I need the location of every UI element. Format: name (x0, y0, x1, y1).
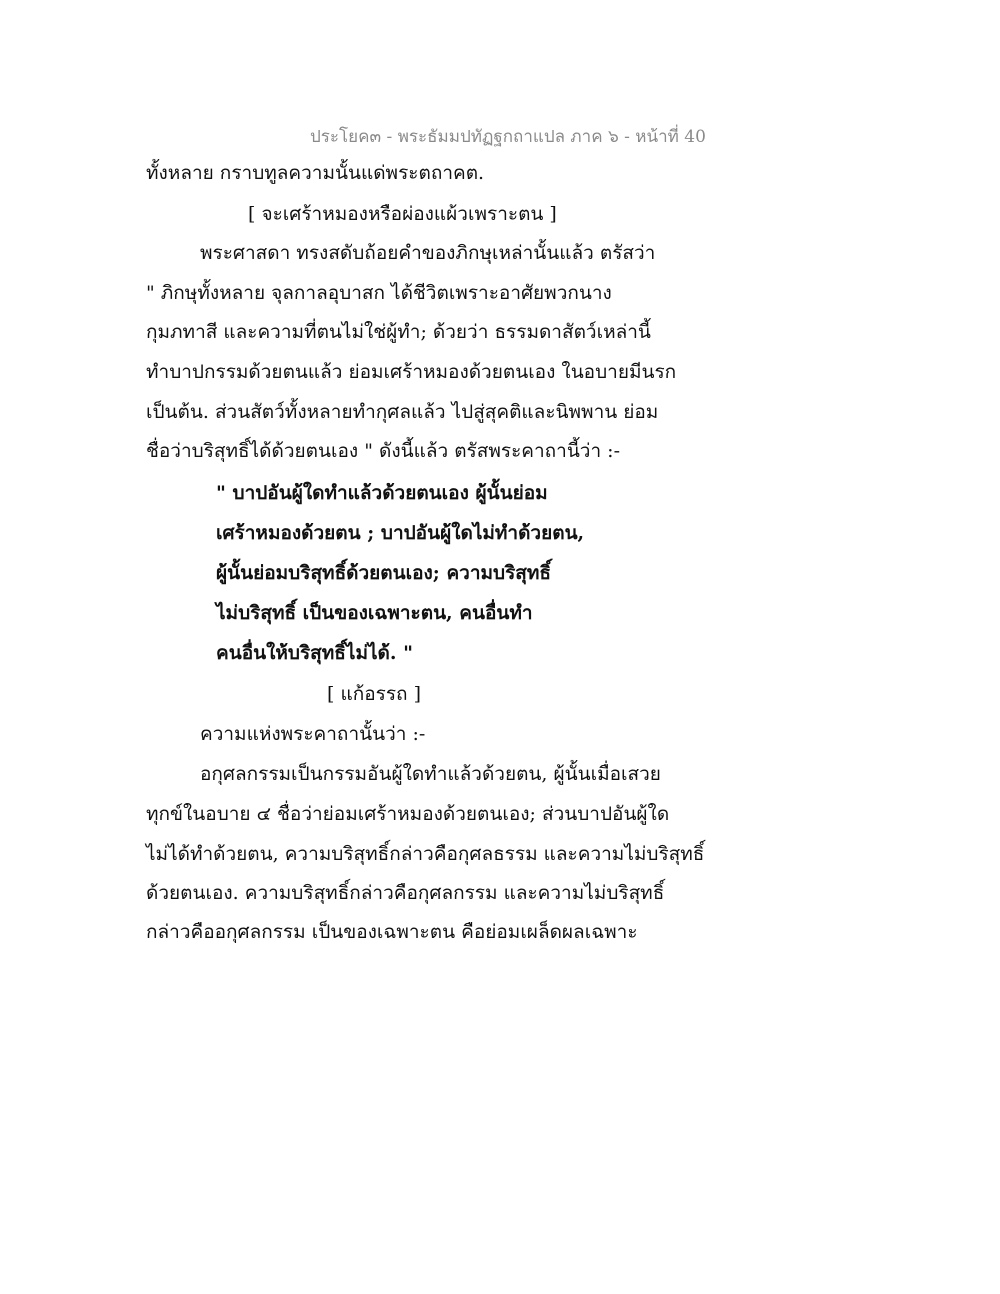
verse-line: เศร้าหมองด้วยตน ; บาปอันผู้ใดไม่ทำด้วยตน, (216, 522, 585, 544)
verse-line: ไม่บริสุทธิ์ เป็นของเฉพาะตน, คนอื่นทำ (216, 602, 533, 624)
section-heading: [ แก้อรรถ ] (327, 683, 421, 705)
text-line: ชื่อว่าบริสุทธิ์ได้ด้วยตนเอง " ดังนี้แล้ว ตรัสพระคาถานี้ว่า :- (146, 440, 621, 462)
text-line: อกุศลกรรมเป็นกรรมอันผู้ใดทำแล้วด้วยตน, ผู้นั้นเมื่อเสวย (200, 763, 661, 785)
text-line: เป็นต้น. ส่วนสัตว์ทั้งหลายทำกุศลแล้ว ไปสู่สุคติและนิพพาน ย่อม (146, 401, 659, 423)
verse-line: ผู้นั้นย่อมบริสุทธิ์ด้วยตนเอง; ความบริสุทธิ์ (216, 562, 551, 584)
text-line: ไม่ได้ทำด้วยตน, ความบริสุทธิ์กล่าวคือกุศลธรรม และความไม่บริสุทธิ์ (146, 843, 705, 865)
text-line: ทำบาปกรรมด้วยตนแล้ว ย่อมเศร้าหมองด้วยตนเอง ในอบายมีนรก (146, 361, 677, 383)
text-line: กุมภทาสี และความที่ตนไม่ใช่ผู้ทำ; ด้วยว่า ธรรมดาสัตว์เหล่านี้ (146, 321, 651, 343)
text-line: ความแห่งพระคาถานั้นว่า :- (200, 723, 426, 745)
text-line: " ภิกษุทั้งหลาย จุลกาลอุบาสก ได้ชีวิตเพราะอาศัยพวกนาง (146, 282, 612, 304)
page-header: ประโยค๓ - พระธัมมปทัฏฐกถาแปล ภาค ๖ - หน้าที่ 40 (310, 127, 706, 147)
text-line: ด้วยตนเอง. ความบริสุทธิ์กล่าวคือกุศลกรรม และความไม่บริสุทธิ์ (146, 882, 665, 904)
text-line: ทั้งหลาย กราบทูลความนั้นแด่พระตถาคต. (146, 162, 485, 184)
verse-line: คนอื่นให้บริสุทธิ์ไม่ได้. " (216, 642, 413, 664)
text-line: กล่าวคืออกุศลกรรม เป็นของเฉพาะตน คือย่อมเผล็ดผลเฉพาะ (146, 921, 638, 943)
text-line: ทุกข์ในอบาย ๔ ชื่อว่าย่อมเศร้าหมองด้วยตนเอง; ส่วนบาปอันผู้ใด (146, 803, 670, 825)
section-heading: [ จะเศร้าหมองหรือผ่องแผ้วเพราะตน ] (248, 203, 557, 225)
text-line: พระศาสดา ทรงสดับถ้อยคำของภิกษุเหล่านั้นแล้ว ตรัสว่า (200, 242, 656, 264)
verse-line: " บาปอันผู้ใดทำแล้วด้วยตนเอง ผู้นั้นย่อม (216, 482, 548, 504)
